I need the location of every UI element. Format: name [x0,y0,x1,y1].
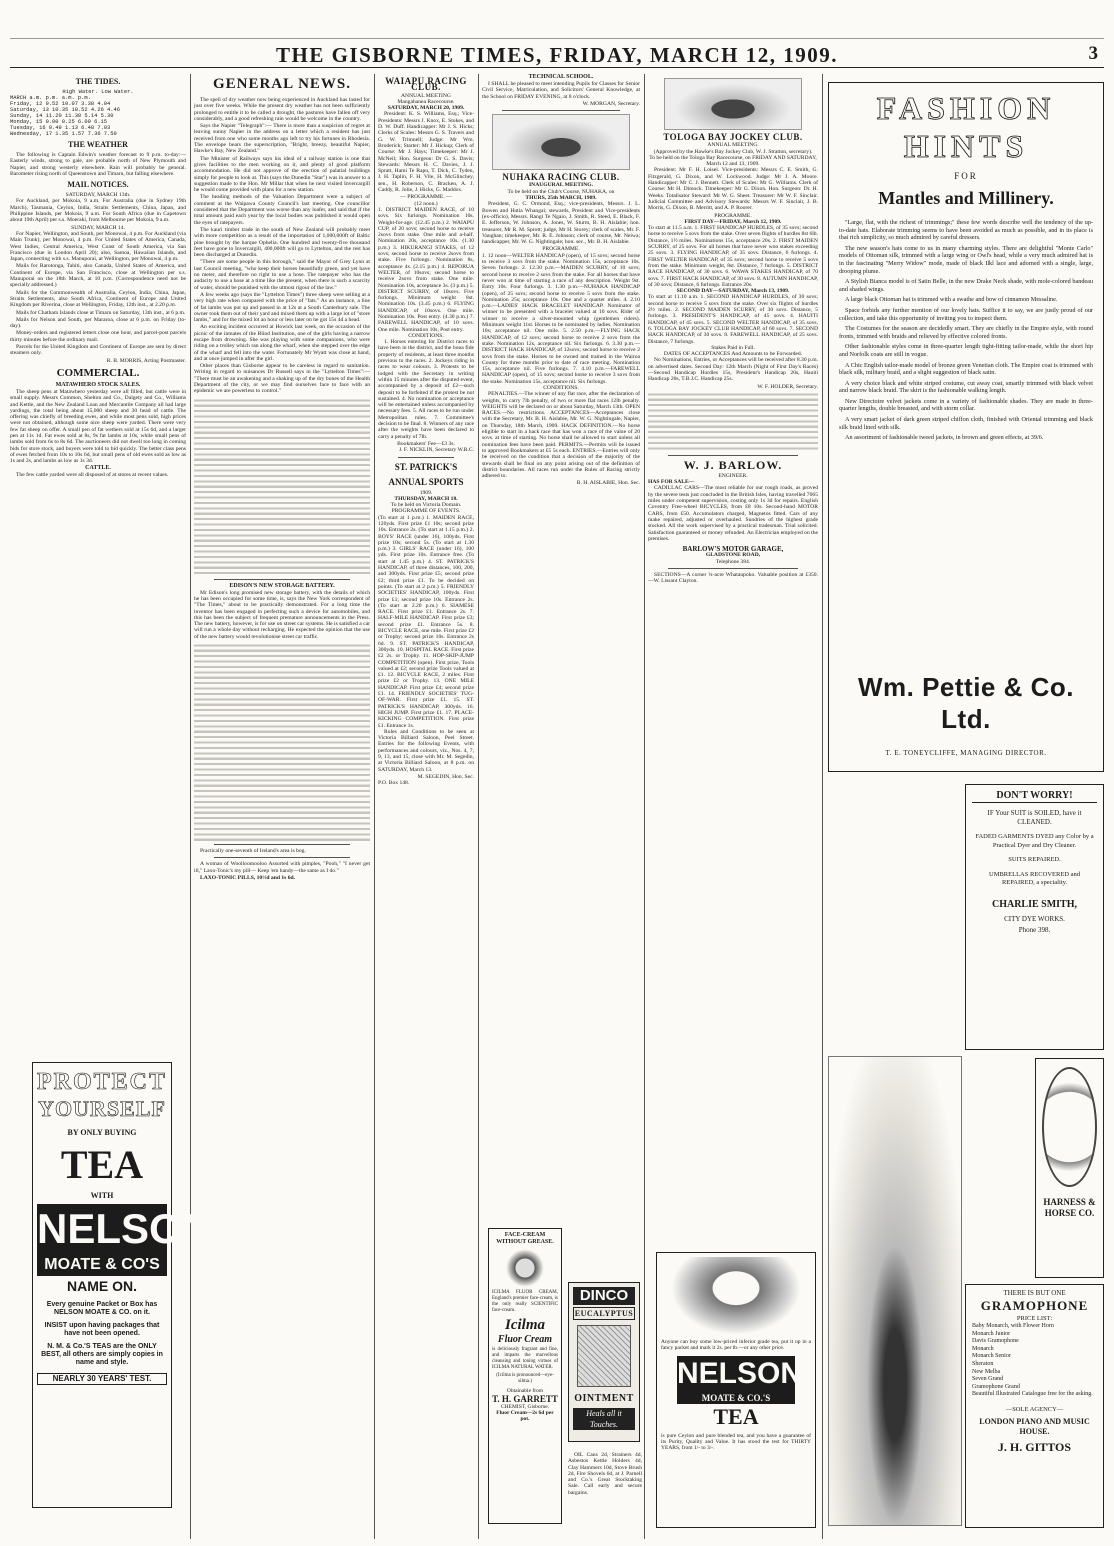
sections-notice: SECTIONS—A corner ¼-acre Whataupoko. Valuable position at £350.—W. Lissant Clayton. [648,572,818,585]
fashion-subheading: Mantles and Millinery. [878,188,1054,208]
divider [214,857,350,858]
dinco-ointment: OINTMENT [574,1393,634,1404]
tides-row: Sunday, 14 11.20 11.30 5.14 5.30 [10,113,114,119]
column-rule [374,74,375,1539]
icilma-fluor-cream: Fluor Cream [497,1334,553,1345]
tides-row: Wednesday, 17 1.35 1.57 7.36 7.50 [10,131,117,137]
meeting-date: SATURDAY, MARCH 20, 1909. [387,105,465,112]
sports-programme-heading: PROGRAMME OF EVENTS. [391,508,461,515]
divider [214,844,350,845]
technical-school-heading: TECHNICAL SCHOOL. [528,74,594,80]
dates-heading: DATES OF ACCEPTANCES And Amounts to be Forwarded. [663,351,803,358]
fashion-paragraph: A large black Ottoman hat is trimmed with a swathe and bow of cinnamon Messaline. [845,296,1058,304]
nuhaka-conditions-heading: CONDITIONS. [543,384,579,391]
nelson-guarantee: is pure Ceylon and pure blended tea, and you have a guarantee of its Purity, Quality and Value. It has stood the test for THIRTY YEARS, from 1/- to 3/-. [661,1432,811,1452]
ad-by-only-buying: BY ONLY BUYING [67,1128,137,1137]
gramophone-item: Baby Monarch, with Flower Horn [972,1323,1054,1329]
inaugural-meeting: INAUGURAL MEETING. [528,182,594,189]
ad-yourself: YOURSELF [38,1096,166,1121]
icilma-chemist-name: T. H. GARRETT [492,1394,558,1404]
icilma-heading: FACE-CREAM WITHOUT GREASE. [496,1232,554,1245]
fashion-hints-advertisement [828,82,1104,772]
barlow-text: CADILLAC CARS—The most reliable for our rough roads, as proved by the severe tests just concluded in the British Isles, having travelled 7065 miles under competent supervision, costing only 1s 3d for repairs. English Coventry Free-wheel BICYCLES, from £8 10s. Second-hand MOTOR CARS, from £50. Accumulators charged, Magnetos fitted. Cars of any make repaired, adjusted or overhauled. Sundries of the highest grade stocked. All the work supervised by a practical tradesman. Trial solicited. Satisfaction guaranteed or money refunded. An Electrician employed on the premises. [648,485,818,542]
page-number: 3 [1088,43,1098,64]
icilma-chemist-location: CHEMIST, Gisborne. [500,1404,550,1410]
gramophone-item: Seven Grand [972,1376,1004,1383]
cattle-text: The few cattle yarded were all disposed of at stores at recent values. [16,472,169,479]
mail-date: SATURDAY, MARCH 13th. [65,192,131,199]
nelson-moate-tea-advertisement [656,1252,816,1528]
news-paragraph: Other places than Gisborne appear to be careless in regard to sanitation. Writing in regard to nuisances Dr Russell says in the "Lyttelton Times":— "There must be an awakening and a shaking up of the dry bones of the Health Department of the city, or we may find ourselves face to face with an epidemic we are powerless to control." [194,363,370,395]
stock-sales-heading: MATAWHERO STOCK SALES. [55,381,141,388]
dont-worry-heading: DON'T WORRY! [972,789,1097,803]
programme-start: (12 noon.) [414,200,438,207]
cattle-heading: CATTLE. [85,465,111,472]
dinco-tagline: Heals all it Touches. [573,1408,635,1430]
tides-subheader: MARCH a.m. p.m. a.m. p.m. [10,95,91,101]
first-day-programme: To start at 11.5 a.m. 1. FIRST HANDICAP HURDLES, of 35 sovs; second horse to receive 5 sovs from the stake. Over seven flights of hurdles 8st 6lb. Distance, 1½ miles. Nominations 15s, acceptance 20s. 2. FIRST MAIDEN SCURRY, of 25 sovs. For all horses that have never won stakes exceeding 25 sovs. 3. FLYING HANDICAP, of 35 sovs. Distance, 6 furlongs. 4. FIRST WELTER HANDICAP, of 35 sovs; second horse to receive 5 sovs from the stake. Minimum weight, 8st. Distance, 7 furlongs. 5. DISTRICT RACE HANDICAP, of 30 sovs. 6. WAWA STAKES HANDICAP, of 70 sovs. 7. FIRST HACK HANDICAP, of 30 sovs. 8. AUTUMN HANDICAP, of 30 sovs; Distance, 6 furlongs. Entrance 20s. [648,225,818,288]
nelson-tea: TEA [713,1403,759,1429]
icilma-brand: Icilma [505,1317,545,1333]
ad-years-test: NEARLY 30 YEARS' TEST. [37,1373,167,1385]
pettie-logo: Wm. Pettie & Co. Ltd. [857,672,1074,734]
nuhaka-signature: B. H. AISLABIE, Hon. Sec. [576,480,640,487]
dont-worry-dyed: FADED GARMENTS DYED any Color by a Practical Dyer and Dry Cleaner. [975,833,1094,849]
gramophone-item: Monarch [972,1345,994,1352]
harness-name: HARNESS & HORSE CO. [1043,1197,1096,1218]
fashion-paragraph: New Directoire velvet jackets come in a variety of fashionable shades. They are made in three-quarter lengths, double breasted, and with storm collar. [839,397,1093,413]
barlow-engineer: ENGINEER. [718,472,748,479]
officers: President: K. S. Williams, Esq.; Vice-Presidents: Messrs J. Knox, E. Stokes, and D. W. Duff. Handicapper: Mr J. S. Hicks; Clerks of Scales: Messrs G. S. Travers and G. W. Trimnell; Judge: Mr Wm. Broderick; Starter: Mr J. Hickup; Clerk of Course: Mr J. Hays; Timekeeper: Mr J. McNeil; Hon. Surgeon: Dr G. S. Davis; Stewards: Messrs H. C. Davies, J. J. Spratt, Hami Te Rapu, T. Dick, C. Tyden, J. H. Taplin, F. H. Vile, H. McGlinchey, sen., H. Roberson, C. Bracken, A. J. Caddy, R. Jolie, J. Hicks, G. Maddox. [378,111,474,194]
tides-row: Tuesday, 16 0.49 1.13 6.48 7.03 [10,125,111,131]
oil-cans-text: OIL Cans 2d, Strainers 4d, Asbestos Kettle Holders 4d, Clay Hammers 10d, Stove Brush 2d, Fire Shovels 6d, at J. Parnell and Co.'s Great Stocktaking Sale. Call early and secure bargains. [568,1452,642,1496]
gramophone-item: Monarch Senior [972,1353,1011,1360]
ad-insist: INSIST upon having packages that have not been opened. [44,1322,160,1337]
news-paragraph: The Minister of Railways says his ideal of a railway station is one that gives facilities to the men working on it, and plenty of good platform accommodation. He did not approve of the erection of palatial buildings simply for people to look at. This (says the Dunedin "Star") was in answer to a suggestion made to the Hon. Mr Millar that when he next visited Invercargill he would come provided with plans for a new station. [194,155,370,194]
nuhaka-club-heading: NUHAKA RACING CLUB. [502,172,620,183]
conditions-heading: CONDITIONS. [408,332,444,339]
tologa-annual-meeting: ANNUAL MEETING. [707,142,759,149]
garage-name: BARLOW'S MOTOR GARAGE, [682,545,784,554]
conditions-text: 1. Horses entering for District races to have been in the district, and the bona fide property of residents, at least three months previous to the races. 2. Jockeys riding in races to wear colours. 3. Protests to be lodged with the Secretary in writing within 15 minutes after the disputed event, accompanied by a deposit of £2—such deposit to be forfeited if the protest be not sustained. 4. No nomination or acceptance will be entertained unless accompanied by necessary fees. 5. All races to be run under Metropolitan rules. 7. Committee's decision to be final. 8. Winners of any race after the weights have been declared to carry a penalty of 7lb. [378,339,474,440]
ad-only-best: N. M. & Co.'S TEAS are the ONLY BEST, all others are simply copies in name and style. [41,1343,163,1366]
mail-paragraph: Mails for Nelson and South, per Mararoa, close at 6 p.m. on Friday (to-day). [10,316,186,330]
nuhaka-date: THURS, 25th MARCH, 1909. [525,195,597,202]
tologa-club-heading: TOLOGA BAY JOCKEY CLUB. [663,132,803,142]
tides-columns: High Water. Low Water. [62,89,134,95]
pettie-director: T. E. TONEYCLIFFE, MANAGING DIRECTOR. [885,749,1047,757]
oil-cans-notice [568,1452,642,1532]
racehorse-illustration [492,114,630,170]
gramophone-item: Monarch Junior [972,1330,1011,1337]
ireland-fact: Practically one-seventh of Ireland's area is bog. [200,848,306,855]
mail-paragraph: Money-orders and registered letters close one hour, and parcel-post parcels thirty minutes before the ordinary mail. [10,330,186,343]
masthead [10,38,1104,68]
piano-house: LONDON PIANO AND MUSIC HOUSE. [979,1416,1090,1436]
news-paragraph: The heading methods of the Valuation Department were a subject of comment at the Waipawa County Council's last meeting. One councillor considered that the Department was worse than any loafer, and said that if the total amount paid each year by the local bodies was published it would open the eyes of ratepayers. [194,194,370,226]
ad-moate: MOATE & CO'S [37,1254,167,1276]
sports-signature: M. SEGEDIN, Hon. Sec. [417,773,474,780]
general-news-heading: GENERAL NEWS. [212,76,352,92]
nelson-intro: Anyone can buy some low-priced inferior grade tea, put it up in a fancy packet and mark it 2s. per lb.—or any other price. [661,1339,811,1352]
dont-worry-suits: SUITS REPAIRED. [1008,856,1061,863]
dont-worry-advertisement [965,784,1104,1050]
fashion-paragraph: Other fashionable styles come in three-quarter length tight-fitting tailor-made, while the short hip and Norfolk coats are still in vogue. [839,343,1093,358]
technical-school-signature: W. MORGAN, Secretary. [582,100,640,107]
column-2 [194,74,370,1539]
icilma-description: is deliciously fragrant and fine, and imparts the marvellous cleansing and toning virtues of ICILMA NATURAL WATER. [492,1347,558,1370]
commercial-heading: COMMERCIAL. [56,366,140,379]
column-rule [478,74,479,1539]
sports-date: THURSDAY, MARCH 18. [394,495,458,502]
edison-text: Mr Edison's long promised new storage battery, with the details of which he has been occupied for some time, is, says the New York correspondent of "The Times," about to be practically demonstrated. For a long time the inventor has been engaged in perfecting such a device for automobiles, and this has been the subject of frequent premature announcements in the Press. The new battery, however, is for use on street car systems. He is satisfied a car will run a whole day without recharging. He expected the opinion that the use of the new battery would revolutionise street car traffic. [194,589,370,640]
barlow-heading: W. J. BARLOW. [683,457,783,472]
nelson-moate: MOATE & CO.'S [677,1392,795,1404]
mail-signature: R. B. MORRIS, Acting Postmaster. [106,357,186,364]
nuhaka-programme: 1. 12 noon—WELTER HANDICAP (open), of 15 sovs; second horse to receive 3 sovs from the stake. Nomination 15s, acceptance 10s. Seven furlongs. 2. 12.30 p.m.—MAIDEN SCURRY, of 10 sovs; second horse to receive 2 sovs from the stake. For all horses that have never won at time of starting a race of any description. Weight 9st. Entry 10s. Four furlongs. 3. 1.30 p.m.—NUHAKA HANDICAP (open), of 25 sovs; second horse to receive 5 sovs from the stake. Nomination 25s; acceptance 10s. One and a quarter miles. 4. 2.10 p.m.—LADIES' HACK BRACELET HANDICAP. Nominator of winner to be presented with a bracelet valued at 10 sovs. Rider of winner to receive a silver-mounted whip (gentlemen riders). Minimum weight 11st. Horses to be nominated by ladies. Nomination 10s; acceptance nil. One mile. 5. 2.50 p.m.—FLYING HACK HANDICAP, of 12 sovs; second horse to receive 2 sovs from the stake. Nomination 12s, acceptance nil. Six furlongs. 6. 3.30 p.m.—DISTRICT HACK HANDICAP, of 12sovs; second horse to receive 2 sovs from the stake. Horses to be owned and trained in the Wairoa County for three months prior to date of race meeting. Nomination 15s, acceptance nil. Five furlongs. 7. 4.10 p.m.—FAREWELL HANDICAP (open), of 15 sovs; second horse to receive 3 sovs from the stake. Nomination 15s, acceptance nil. Six furlongs. [482,252,640,385]
gramophone-item: Beautiful Illustrated Catalogue free for the asking. [972,1391,1093,1398]
gramophone-price-list: PRICE LIST: [1016,1315,1053,1322]
ad-nelson: NELSON [37,1205,213,1252]
nuhaka-officers: President, G. C. Ormond, Esq.; vice-presidents, Messrs. J. L. Bowen and Hutia Whangai; stewards, President and Vice-presidents (ex-officio), Messrs. Rangi Te Ngaio, J. Smith, R. Steed, E. Black, F. E. Jefferson, W. Johnson, A. Jones, W. Sturm, B. H. Aislabie; hon. treasurer, Mr R. M. Sprott; judge, Mr H. Storey; clerk of scales, Mr. F. Vaughan; timekeeper, Mr. R. E. Johnson; clerk of course, Mr. Neiwa; handicapper, Mr. W. G. Nightingale; hon. sec., Mr. B. H. Aislabie. [482,201,640,246]
weather-heading: THE WEATHER [68,140,128,149]
ad-tea: TEA [60,1142,144,1187]
icilma-advertisement [488,1228,562,1524]
divider [502,110,620,111]
icilma-obtainable: Obtainable from [506,1388,544,1394]
laxo-verse: A woman of Woolloomooloo Assorted with pimples, "Pooh," "I never get ill," Laxo-Tonic's my pill— Keep 'em handy—the same as I do." [194,861,370,874]
dinco-eucalyptus: EUCALYPTUS [574,1309,634,1318]
sports-heading-1: ST. PATRICK'S [394,461,458,472]
fashion-paragraph: A Stylish Bianca model is of Satin Belle, in the new Drake Neck shade, with mole-colored bandeau and shaded wings. [839,278,1093,293]
venue: Mangahanea Racecourse. [397,98,455,105]
tologa-programme-heading: PROGRAMME. [714,212,752,219]
po-box: P.O. Box 148. [378,780,410,787]
divider [668,568,798,569]
programme-heading: — PROGRAMME. — [400,194,452,201]
ad-name-on: NAME ON. [67,1278,137,1294]
gramophone-item: Davis Gramophone [972,1338,1019,1345]
mail-paragraph: Parcels for the United Kingdom and Continent of Europe are sent by direct steamers only. [10,344,186,357]
mail-paragraph: Mails for Chatham Islands close at Timaru on Saturday, 13th inst., at 6 p.m. [16,309,186,316]
column-rule [644,74,645,1539]
fashion-paragraph: The Costumes for the season are decidedly smart. They are chiefly in the Empire style, with round fronts, trimmed with braids and relieved by effective colored fronts. [839,325,1093,340]
garage-address: GLADSTONE ROAD, [705,552,761,559]
nuhaka-programme-heading: PROGRAMME. [542,246,580,253]
gramophone-there-is: THERE IS BUT ONE [1003,1289,1066,1297]
mail-paragraph: Mails for Rarotonga, Tahiti, also Canada, United States of America, and Continent of Europe, via San Francisco, close at Wellington per s.s. Manuporai on the 18th March, at 10 p.m. (Correspondence need not be specially addressed.) [10,263,186,289]
held-at: To be held on the Club's Course, NUHAKA, on [507,188,615,195]
weather-text: The following is Captain Edwin's weather forecast to 9 p.m. to-day:— Easterly winds, strong to gale, are probable north of New Plymouth and Napier, and strong westerly elsewhere. Rain will probably be general. Barometer rising north of Queenstown and Timaru, but falling elsewhere. [10,152,186,177]
divider [668,455,798,456]
tides-heading: THE TIDES. [75,77,121,86]
divider [214,579,350,580]
column-rule [822,74,823,1539]
news-paragraph: An exciting incident occurred at Howick last week, on the occasion of the picnic of the inmates of the Blind Institution, one of the girls having a narrow escape from drowning. She was playing with some companions, who were riding on a trolley which ran along the wharf, when she stepped over the edge of the wharf and fell into the water. Fortunately Mr Wyatt was close at hand, and at once jumped in after the girl. [194,324,370,362]
annual-meeting: ANNUAL MEETING [401,92,451,99]
icilma-price: Fluor Cream—2s 6d per pot. [496,1410,554,1422]
lady-portrait [506,1249,544,1287]
gramophone-item: New Melba [972,1368,1001,1375]
horse-collar-illustration [1042,1067,1097,1187]
tologa-signature: W. F. HOLDER, Secretary. [757,383,818,390]
dinco-tin-illustration [577,1325,631,1387]
icilma-pronunciation: (Icilma is pronounced—eye-silma.) [496,1373,554,1384]
news-paragraph: "There are some people in this borough," said the Mayor of Grey Lynn at last Council meeting, "who keep their horses beautifully green, and yet have no meter, and therefore no right to use a hose. The ratepayer who has the audacity to use a hose at a time like the present, when there is such a scarcity of water, should be punished with the utmost rigour of the law." [194,259,370,291]
nelson-brand: NELSON [677,1356,803,1390]
mail-paragraph: For Napier, Wellington, and South, per Monowai, 4 p.m. For Auckland (via Main Trunk), per Monowai, 4 p.m. For United States of America, Canada, West Indies, Central America, West Coast of South America, via San Francisco (due in London April 20); also, Samoa, Hawaiian Islands, and Japan, connecting with s.s. Manuporai, at Wellington, per Monowai, 4 p.m. [10,230,186,263]
laxo-signature: LAXO-TONIC PILLS, 10½d and 1s 6d. [200,874,296,881]
programme-list: 1. DISTRICT MAIDEN RACE, of 10 sovs. Six furlongs. Nomination 10s. Weight-for-age. (12.45 p.m.) 2. WAIAPU CUP, of 20 sovs; second horse to receive 2sovs from stake. One mile and a-half. Nomination 20s, acceptance 10s. (1.30 p.m.) 3. HIKURANGI STAKES, of 12 sovs; second horse to receive 2sovs from stake. Five furlongs. Nomination 8s, acceptance 4s. (2.15 p.m.) 4. REPORUA WELTER, of 10sovs; second horse to receive 2sovs from stake. One mile. Nomination 10s, acceptance 3s. (3 p.m.) 5. DISTRICT SCURRY, of 10sovs. Five furlongs. Minimum weight 8st. Nomination 10s. (3.45 p.m.) 6. FLYING HANDICAP, of 10sovs. One mile. Nomination 10s. Post entry. (4.30 p.m.) 7. FAREWELL HANDICAP, of 10 sovs. One mile. Nomination 10s, Post entry. [378,206,474,333]
ad-with: WITH [90,1191,114,1200]
tides-row: Saturday, 13 10.35 10.52 4.26 4.46 [10,107,120,113]
gramophone-item: Gramophone Grand [972,1383,1020,1390]
technical-school-text: I SHALL be pleased to meet intending Pupils for Classes for Senior Civil Service, Matriculation, and Solicitors' General Knowledge, at the School on FRIDAY EVENING, at 8 o'clock. [482,81,640,100]
stakes-paid: Stakes Paid in Full. [711,344,755,351]
text-filler [194,641,370,841]
nelson-tea-advertisement [32,1062,213,1508]
waiapu-signature: J. F. NICKLIN, Secretary W.R.C. [398,447,474,454]
fashion-paragraph: A very choice black and white striped costume, cut away coat, smartly trimmed with black velvet and narrow black braid. The skirt is the fashionable walking length. [839,379,1093,395]
dinco-advertisement [568,1282,640,1442]
fashion-paragraph: An assortment of fashionable tweed jackets, in brown and green effects, at 39/6. [845,434,1044,442]
column-3 [378,74,474,1539]
first-day-heading: FIRST DAY—FRIDAY, March 12, 1909. [684,218,782,225]
fashion-paragraph: A very smart jacket of dark green striped chiffon cloth, finished with Oriental trimming and black silk braid lined with silk. [839,416,1093,431]
fashion-paragraph: "Large, flat, with the richest of trimmings;" these few words describe well the tendency of the up-to-date hats. Elaborate trimming seems to have been avoided as much as possible, and in its place is that rich simplicity, so much admired by careful dressers. [839,219,1093,242]
sports-venue: To be held on Victoria Domain. [390,502,462,509]
icilma-intro: ICILMA FLUOR CREAM, England's premier face-cream, is the only really SCIENTIFIC face-cream. [492,1290,558,1313]
column-rule [190,74,191,1539]
fashion-paragraph: Space forbids any further mention of our lovely hats. Suffice it to say, we are justly proud of our collection, and take this opportunity of inviting you to inspect them. [839,306,1093,322]
mail-date: SUNDAY, MARCH 14. [71,224,125,231]
gramophone-listener-illustration [828,1056,962,1526]
mail-paragraph: For Auckland, per Mokoia, 9 a.m. For Australia (due in Sydney 19th March), Tasmania, Ceylon, India, Straits Settlements, China, Japan, and Philippine Islands, per Mokoia, 9 a.m. For South Africa (due in Capetown about 19th April) per s.s. Moeraki, from Melbourne per Mokoia, 9 a.m. [10,198,186,224]
dont-worry-phone: Phone 398. [1018,925,1051,934]
sole-agency: —SOLE AGENCY— [1005,1405,1064,1413]
fashion-for: FOR [954,171,978,181]
jockey-illustration [664,78,802,130]
text-filler [648,390,818,452]
gramophone-advertisement [965,1284,1104,1528]
fashion-heading: FASHION [876,90,1056,126]
barlow-for-sale: HAS FOR SALE— [648,479,695,486]
tides-row: Monday, 15 0.00 0.25 6.00 6.15 [10,119,108,125]
gramophone-title: GRAMOPHONE [980,1298,1089,1313]
gramophone-item: Sheraton [972,1360,994,1367]
dinco-brand: DINCO [573,1287,635,1305]
stock-sales-text: The sheep pens at Matawhero yesterday were all filled, but cattle were in small supply. Messrs Common, Shelton and Co., Dalgety and Co., Williams and Kettle, and the New Zealand Loan and Mercantile Company all had large yardings, the total being about 15,000 sheep and 30 head of cattle. The offering was chiefly of breeding ewes, and while most pens sold, high prices were not obtained, although some nice sheep were yarded. There were very few fat sheep on offer. A small pen of fat wethers sold at 15s 6d, and a larger pen at 11s 1d. Fat ewes sold at 8s, 9s fat lambs at 10s, while small pens of lambs sold from 6s to 8s 6d. The auctioneers did not dwell too long in coming bids for store stock, and buyers were told to bid quickly. The better class pens of ewes fetched from 10s to 10s 6d, but small pens of old ewes sold as low as 1s and 2s, and lambs as low as 1s 3d. [10,388,186,465]
dont-worry-umbrellas: UMBRELLAS RECOVERED and REPAIRED, a speciality. [989,870,1080,886]
hints-heading: HINTS [903,128,1029,164]
text-filler [194,396,370,576]
dates-text: No Nominations, Entries, or Acceptances will be received after 8.30 p.m. on advertised dates. Second Day: 12th March (Night of First Day's Races)—Second Handicap Hurdles 15s, President's Handicap 20s, Hauiti Handicap 20s, T.B.J.C. Handicap 25s. [648,357,818,383]
sports-rules: Rules and Conditions to be seen at Victoria Billiard Saloon, Peel Street. Entries for the following Events, with performances and colours, viz., Nos. 4, 7, 9, 13, and 15, close with Mr. M. Segedin, at Victoria Billiard Saloon, at 8 p.m. on SATURDAY, March 13. [378,728,474,773]
sports-programme: (To start at 1 p.m.) 1. MAIDEN RACE, 120yds. First prize £1 10s; second prize 10s. Entrance 2s. (To start at 1.15 p.m.) 2. BOYS' RACE (under 16), 100yds. First prize 10s; second 5s. (To start at 1.30 p.m.) 3. GIRLS' RACE (under 16), 100 yds. First prize 10s. Entrance free. (To start at 1.45 p.m.) 4. ST. PATRICK'S HANDICAP, of three distances, 100, 200, and 300yds. First prize £5; second prize £2; third prize £1. To be decided on points. (To start at 2 p.m.) 5. FRIENDLY SOCIETIES' HANDICAP, 100yds. First prize £1; second prize 10s. Entrance 2s. (To start at 2.20 p.m.) 6. SIAMESE RACE. First prize £1. Entrance 2s. 7. HALF-MILE HANDICAP. First prize £3; second prize £1. Entrance 5s. 8. BICYCLE RACE, one mile. First prize £2 or Trophy; second prize 10s. Entrance 2s 6d. 9. ST. PATRICK'S HANDICAP, 300yds. 10. HOSPITAL RACE. First prize £2 2s. or Trophy. 11. HOP-SKIP-JUMP COMPETITION (open). First prize, Tools valued at £2; second prize Tools valued at £1. 12. BICYCLE RACE, 2 miles. First prize £2 or Trophy. 13. ONE MILE HANDICAP. First prize £4; second prize £1. 14. FRIENDLY SOCIETIES' TUG-OF-WAR. First prize £1. 15. ST. PATRICK'S HANDICAP, 300yds. 16. HIGH JUMP. First prize £1. 17. PLACE-KICKING COMPETITION. First prize £1. Entrance 1s. [378,514,474,729]
ad-genuine: Every genuine Packet or Box has NELSON MOATE & CO. on it. [46,1301,158,1316]
second-day-heading: SECOND DAY—SATURDAY, March 13, 1909. [676,288,790,295]
news-paragraph: The spell of dry weather now being experienced in Auckland has lasted for just over five weeks. While the present dry weather has not been sufficiently prolonged to entitle it to be called a drought, the pastures have fallen off very considerably, and a good refreshing rain would be welcome in the country. [194,97,370,122]
edison-heading: EDISON'S NEW STORAGE BATTERY. [229,582,335,589]
dont-worry-works: CITY DYE WORKS. [1004,914,1065,923]
mail-heading: MAIL NOTICES. [67,180,129,190]
bookmakers-fee: Bookmakers' Fee—£3 3s. [397,440,455,447]
news-paragraph: A few weeks ago (says the "Lyttelton Times") three sheep were selling at a very high rate when compared with the price of "fats." As an instance, a line of fat lambs was put up and passed in at 12s at a South Canterbury sale. The owner took them out of their yard and mixed them up with a large lot of "store lambs," and for the mixed lot an hour or less later on he got 15s 4d a head. [194,291,370,324]
fashion-paragraph: A Chic English tailor-made model of bronze green Venetian cloth. The Empire coat is trimmed with black silk, military braid, and a slight suggestion of black satin. [839,361,1093,377]
garage-telephone: Telephone 384. [715,558,751,565]
nuhaka-conditions: PENALTIES.—The winner of any flat race, after the declaration of weights, to carry 7lb penalty, of two or more flat races 12lb penalty. WEIGHTS will be declared on or about Saturday, March 13th. OPEN RACES.—No restrictions. ACCEPTANCES—Acceptances close with the Secretary, Mr. B. H. Aislabie, Mr. W. G. Nightingale, Napier, on Thursday, 18th March, 1909. HACK DEFINITION.—No horse eligible to start in a hack race that has won a race of the value of 20 sovs. at time of starting. No horse shall be allowed to start unless all nomination fees have been paid. PERMITS.—Permits will be issued to approved Bookmakers at £5 5s each. ENTRIES.—Entries will only be received on the condition that a decision of the majority of the stewards shall be final on any point arising out of the definition of district boundaries. All races run under the Rules of Racing strictly adhered to. [482,391,640,480]
mail-paragraph: Mails for the Commonwealth of Australia, Ceylon, India, China, Japan, Straits Settlements, also South Africa, Continent of Europe and United Kingdom per Riverina, close at Wellington, Friday, 12th inst., at 2.20 p.m. [10,289,186,309]
fashion-paragraph: The new season's hats come to us in many charming styles. There are delightful "Monte Carlo" models of Ottoman silk, trimmed with a large wing or Owl's head, while a very much admired hat is in the fascinating "Merry Widow" mode, made of black Ilkl lace and adorned with a single, large, drooping plume. [839,244,1093,275]
tologa-held: To be held on the Tologa Bay Racecourse, on FRIDAY AND SATURDAY, March 12 and 13, 1909. [649,154,817,168]
news-paragraph: The kauri timber trade in the south of New Zealand will probably meet with more competition as a result of the importation of 1,000,000ft of Baltic pine brought by the barque Ophelia. One hundred and twenty-five thousand feet have gone to Invercargill, 400,000ft will go to Lyttelton, and the rest has been discharged at Dunedin. [194,226,370,259]
dont-worry-name: CHARLIE SMITH, [991,898,1077,910]
divider [398,457,454,458]
sports-heading-2: ANNUAL SPORTS [388,476,464,487]
masthead-title: THE GISBORNE TIMES, FRIDAY, MARCH 12, 1909. [276,43,838,67]
news-paragraph: Says the Napier "Telegraph":— There is more than a suspicion of regret at leaving sunny Napier in the address on a letter which a resident has just received from one who some months ago left to try his fortunes in Rhodesia. The envelope bears the superscription, "Bright, breezy, beautiful Napier, Hawke's Bay, New Zealand." [194,123,370,155]
sports-year: 1909. [419,489,433,496]
gittos-name: J. H. GITTOS [997,1439,1072,1454]
dont-worry-suit: IF Your SUIT is SOILED, have it CLEANED. [987,809,1082,826]
lady-with-tea-illustration [671,1257,801,1335]
second-day-programme: To start at 11.10 a.m. 1. SECOND HANDICAP HURDLES, of 30 sovs; second horse to receive 5 sovs from the stake. Over six flights of hurdles 2½ miles. 2. SECOND MAIDEN SCURRY, of 30 sovs. Distance, 5 furlongs. 3. PRESIDENT'S HANDICAP, of 45 sovs. 4. HAUITI HANDICAP, of 45 sovs. 5. SECOND WELTER HANDICAP, of 35 sovs. 6. TOLOGA BAY JOCKEY CLUB HANDICAP, of 60 sovs. 7. SECOND HACK HANDICAP, of 30 sovs. 8. FAREWELL HANDICAP, of 25 sovs. Distance, 7 furlongs. [648,294,818,345]
harness-horse-advertisement [1035,1058,1104,1278]
ad-protect: PROTECT [37,1069,168,1095]
tides-row: Friday, 12 9.52 10.07 3.38 4.04 [10,101,111,107]
tologa-approved: (Approved by the Hawke's Bay Jockey Club, W. J. Stratton, secretary). [653,148,813,155]
tologa-officers: President: Mr F. H. Loisel. Vice-presidents: Messrs C. E. Smith, G. Fitzgerald, G. Dixon, and W. Lockwood. Judge: Mr J. A. Moore. Handicapper: Mr C. J. Bennett. Clerk of Scales: Mr G. Williams. Clerk of Course: Mr H. Dimock. Timekeeper: Mr G. Dixon. Hon. Surgeon: Dr. H. Weeks. Totalisator Steward: Mr W. G. Sheet. Treasurer: Mr W. F. Sinclair. Judicial Committee and Advisory Stewards: Messrs W. F. Sinclair, J. B. Morris, G. Dixon, B. Merritt, and A. P. Roorer. [648,167,818,212]
waiapu-club-heading: WAIAPU RACING CLUB. [385,76,467,93]
